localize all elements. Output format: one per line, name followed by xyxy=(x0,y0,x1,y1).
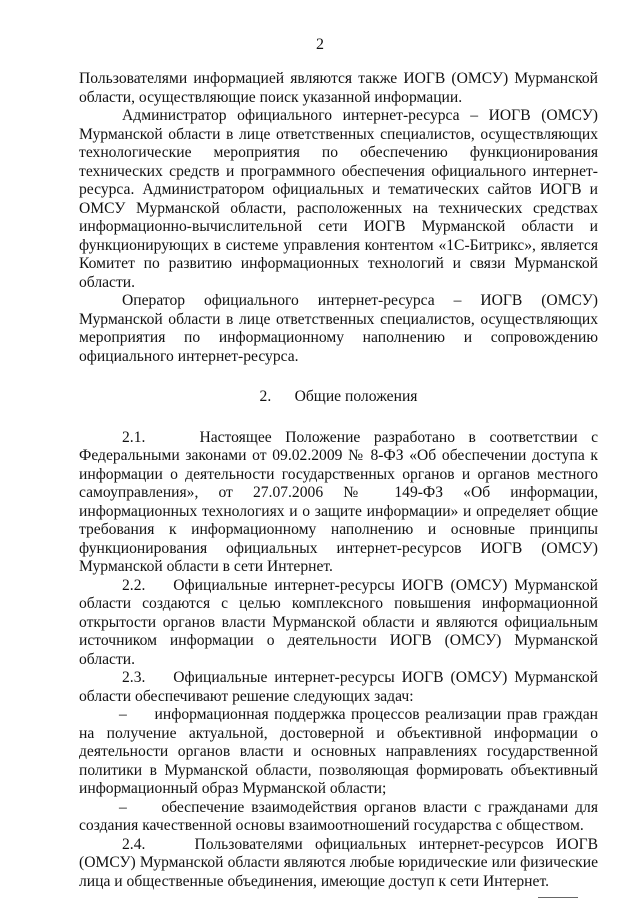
clause-2-1: 2.1. Настоящее Положение разработано в соответствии с Федеральными законами от 09.02.2009 № 8-ФЗ «Об обеспечении доступа к информации о деятельности государственных органов и органов местного самоуправления», от 27.07.2006 № 149-ФЗ «Об информации, информационных технологиях и о защите информации» и определяет общие требования к информационному наполнению и основные принципы функционирования официальных интернет-ресурсов ИОГВ (ОМСУ) Мурманской области в сети Интернет. xyxy=(79,428,598,575)
list-item-info-support: – информационная поддержка процессов реализации прав граждан на получение актуальной, достоверной и объективной информации о деятельности органов власти и основных направлениях государственной политики в Мурманской области, позволяющая формировать объективный информационный образ Мурманской области; xyxy=(79,706,598,797)
clause-2-3: 2.3. Официальные интернет-ресурсы ИОГВ (ОМСУ) Мурманской области обеспечивают решение следующих задач: xyxy=(79,669,598,705)
footer-rule xyxy=(538,897,578,901)
clause-2-2: 2.2. Официальные интернет-ресурсы ИОГВ (ОМСУ) Мурманской области создаются с целью комплексного повышения информационной открытости органов власти Мурманской области и являются официальным источником информации о деятельности ИОГВ (ОМСУ) Мурманской области. xyxy=(79,576,598,668)
paragraph-users-info: Пользователями информацией являются также ИОГВ (ОМСУ) Мурманской области, осуществляющие поиск указанной информации. xyxy=(79,70,598,106)
paragraph-administrator: Администратор официального интернет-ресурса – ИОГВ (ОМСУ) Мурманской области в лице ответственных специалистов, осуществляющих технологические мероприятия по обеспечению функционирования технических средств и программного обеспечения официального интернет-ресурса. Администратором официальных и тематических сайтов ИОГВ и ОМСУ Мурманской области, расположенных на технических средствах информационно-вычислительной сети ИОГВ Мурманской области и функционирующих в системе управления контентом «1С-Битрикс», является Комитет по развитию информационных технологий и связи Мурманской области. xyxy=(79,107,598,291)
page-number: 2 xyxy=(316,36,324,53)
document-body xyxy=(79,70,598,891)
paragraph-operator: Оператор официального интернет-ресурса – ИОГВ (ОМСУ) Мурманской области в лице ответственных специалистов, осуществляющих мероприятия по информационному наполнению и сопровождению официального интернет-ресурса. xyxy=(79,292,598,365)
clause-2-4: 2.4. Пользователями официальных интернет-ресурсов ИОГВ (ОМСУ) Мурманской области являются любые юридические или физические лица и общественные объединения, имеющие доступ к сети Интернет. xyxy=(79,835,598,890)
section-heading: 2. Общие положения xyxy=(259,388,418,405)
list-item-interaction: – обеспечение взаимодействия органов власти с гражданами для создания качественной основы взаимоотношений государства с обществом. xyxy=(79,798,598,834)
